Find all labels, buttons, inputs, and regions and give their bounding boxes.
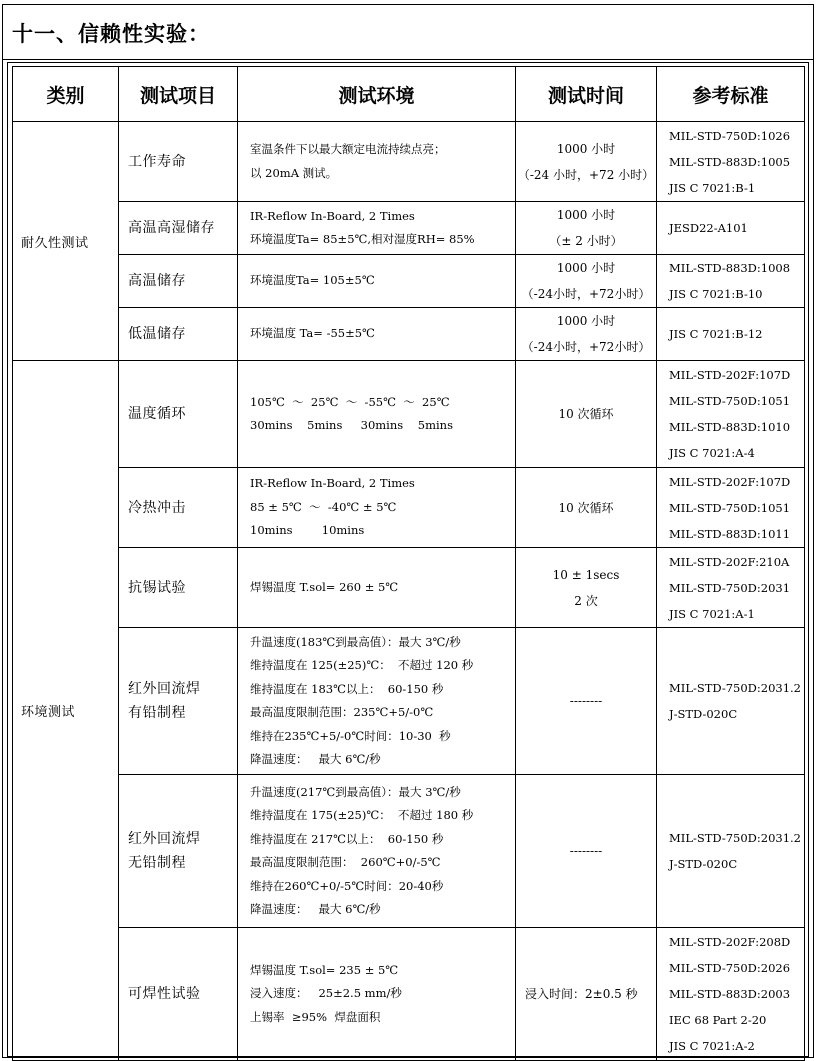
test-duration-cell-line: 浸入时间：2±0.5 秒: [525, 987, 638, 1001]
test-environment-cell-line: 浸入速度： 25±2.5 mm/秒: [250, 986, 402, 1001]
test-environment-cell-line: 降温速度： 最大 6℃/秒: [250, 752, 381, 766]
test-item-cell: [119, 202, 238, 255]
test-environment-cell: [238, 361, 516, 468]
test-item-cell-line: 高温高湿储存: [128, 220, 215, 236]
test-duration-cell: [516, 361, 657, 468]
test-item-cell-line: 高温储存: [128, 273, 186, 289]
test-duration-cell-line: （-24 小时，+72 小时）: [517, 167, 655, 182]
reference-standard-cell: [657, 928, 805, 1061]
test-duration-cell-line: 10 次循环: [558, 500, 614, 515]
test-item-cell: [119, 468, 238, 548]
test-environment-cell: [238, 202, 516, 255]
reference-standard-cell-line: MIL-STD-750D:2031.2: [669, 681, 801, 695]
reference-standard-cell-line: MIL-STD-883D:1010: [669, 420, 791, 434]
table-row: [13, 628, 805, 775]
reference-standard-cell-line: MIL-STD-202F:107D: [669, 474, 791, 489]
test-item-cell: [119, 255, 238, 308]
test-environment-cell: [238, 928, 516, 1061]
reference-standard-cell-line: IEC 68 Part 2-20: [669, 1013, 767, 1027]
test-environment-cell: [238, 308, 516, 361]
reference-standard-cell: [657, 202, 805, 255]
test-duration-cell-line: --------: [569, 694, 603, 708]
table-row: [13, 548, 805, 628]
test-environment-cell-line: 85 ± 5℃ ～ -40℃ ± 5℃: [250, 499, 397, 514]
test-duration-cell: [516, 468, 657, 548]
table-row: [13, 202, 805, 255]
header-row: [13, 67, 805, 122]
table-row: [13, 361, 805, 468]
test-environment-cell-line: IR-Reflow In-Board, 2 Times: [250, 476, 415, 491]
test-duration-cell: [516, 255, 657, 308]
test-environment-cell-line: 升温速度(217℃到最高值）：最大 3℃/秒: [250, 784, 461, 799]
reference-standard-cell-line: MIL-STD-883D:2003: [669, 987, 791, 1001]
reference-standard-cell-line: J-STD-020C: [669, 857, 738, 871]
table-row: [13, 122, 805, 202]
test-environment-cell-line: 最高温度限制范围： 260℃+0/-5℃: [250, 855, 441, 869]
test-environment-cell-line: 升温速度(183℃到最高值）：最大 3℃/秒: [250, 634, 461, 649]
test-duration-cell-line: 2 次: [574, 593, 598, 608]
test-environment-cell-line: 最高温度限制范围：235℃+5/-0℃: [250, 705, 434, 719]
test-duration-cell-line: 1000 小时: [556, 141, 616, 156]
test-duration-cell-line: 1000 小时: [556, 314, 616, 328]
test-duration-cell: [516, 628, 657, 775]
test-environment-cell: [238, 255, 516, 308]
test-item-cell: [119, 122, 238, 202]
test-duration-cell: [516, 308, 657, 361]
test-item-cell-line: 无铅制程: [128, 855, 186, 871]
test-environment-cell-line: 室温条件下以最大额定电流持续点亮；: [250, 142, 446, 156]
test-duration-cell: [516, 548, 657, 628]
test-item-cell-line: 抗锡试验: [128, 579, 186, 596]
test-duration-cell-line: 10 ± 1secs: [552, 567, 620, 582]
test-item-cell-line: 工作寿命: [128, 153, 186, 170]
test-environment-cell-line: 环境温度 Ta= -55±5℃: [250, 326, 375, 341]
reference-standard-cell-line: JESD22-A101: [669, 221, 748, 235]
test-duration-cell: [516, 202, 657, 255]
test-item-cell: [119, 775, 238, 928]
test-environment-cell: [238, 628, 516, 775]
test-duration-cell-line: 1000 小时: [556, 208, 616, 222]
test-duration-cell: [516, 775, 657, 928]
reference-standard-cell-line: JIS C 7021:A-1: [669, 606, 755, 621]
test-duration-cell-line: 10 次循环: [558, 407, 614, 421]
test-environment-cell-line: 上锡率 ≥95% 焊盘面积: [250, 1009, 381, 1024]
reference-standard-cell-line: MIL-STD-883D:1008: [669, 261, 791, 275]
test-duration-cell-line: （-24小时，+72小时）: [521, 287, 651, 301]
test-environment-cell: [238, 468, 516, 548]
test-item-cell: [119, 308, 238, 361]
test-duration-cell-line: 1000 小时: [556, 261, 616, 275]
header-test-duration: 测试时间: [516, 67, 657, 122]
test-item-cell-line: 红外回流焊: [128, 681, 201, 697]
section-heading: 十一、信赖性实验：: [12, 22, 210, 46]
table-row: [13, 928, 805, 1061]
test-item-cell-line: 红外回流焊: [128, 831, 201, 847]
test-environment-cell-line: IR-Reflow In-Board, 2 Times: [250, 208, 415, 223]
test-environment-cell-line: 环境温度Ta= 85±5℃,相对湿度RH= 85%: [250, 232, 475, 246]
test-duration-cell-line: --------: [569, 844, 603, 858]
test-item-cell: [119, 548, 238, 628]
reference-standard-cell-line: MIL-STD-750D:1051: [669, 394, 791, 408]
reference-standard-cell: [657, 775, 805, 928]
test-environment-cell-line: 105℃ ～ 25℃ ～ -55℃ ～ 25℃: [250, 394, 450, 409]
test-duration-cell-line: （-24小时，+72小时）: [521, 340, 651, 354]
test-environment-cell-line: 维持在235℃+5/-0℃时间：10-30 秒: [250, 728, 451, 743]
test-environment-cell-line: 维持在260℃+0/-5℃时间：20-40秒: [250, 878, 444, 893]
test-environment-cell-line: 以 20mA 测试。: [250, 165, 338, 180]
reference-standard-cell-line: JIS C 7021:B-12: [669, 327, 763, 341]
test-item-cell-line: 有铅制程: [128, 705, 186, 721]
reference-standard-cell-line: MIL-STD-202F:208D: [669, 935, 791, 949]
table-row: [13, 468, 805, 548]
test-duration-cell: [516, 928, 657, 1061]
reference-standard-cell: [657, 122, 805, 202]
header-test-environment: 测试环境: [238, 67, 516, 122]
test-environment-cell-line: 维持温度在 125(±25)℃： 不超过 120 秒: [250, 658, 474, 672]
table-row: [13, 775, 805, 928]
category-cell: 耐久性测试: [13, 122, 119, 361]
reference-standard-cell: [657, 548, 805, 628]
reference-standard-cell-line: MIL-STD-883D:1011: [669, 526, 791, 541]
header-test-item: 测试项目: [119, 67, 238, 122]
category-cell: 环境测试: [13, 361, 119, 1061]
reference-standard-cell: [657, 468, 805, 548]
reference-standard-cell-line: JIS C 7021:B-10: [669, 287, 763, 301]
test-item-cell-line: 可焊性试验: [128, 986, 201, 1002]
test-duration-cell-line: （± 2 小时）: [549, 234, 623, 248]
reference-standard-cell-line: MIL-STD-750D:2031.2: [669, 831, 801, 845]
test-environment-cell-line: 维持温度在 175(±25)℃： 不超过 180 秒: [250, 808, 474, 822]
test-environment-cell-line: 维持温度在 217℃以上： 60-150 秒: [250, 831, 444, 846]
test-environment-cell: [238, 775, 516, 928]
test-item-cell-line: 温度循环: [128, 406, 186, 422]
test-environment-cell-line: 环境温度Ta= 105±5℃: [250, 273, 375, 288]
test-duration-cell: [516, 122, 657, 202]
heading-divider: [2, 59, 814, 60]
reference-standard-cell-line: MIL-STD-883D:1005: [669, 154, 791, 169]
test-environment-cell-line: 降温速度： 最大 6℃/秒: [250, 902, 381, 916]
reference-standard-cell-line: J-STD-020C: [669, 707, 738, 721]
reference-standard-cell-line: MIL-STD-750D:1051: [669, 500, 791, 515]
reference-standard-cell: [657, 255, 805, 308]
test-environment-cell: [238, 548, 516, 628]
reference-standard-cell-line: JIS C 7021:A-4: [669, 446, 755, 460]
reference-standard-cell: [657, 628, 805, 775]
test-environment-cell-line: 10mins 10mins: [250, 523, 365, 538]
test-item-cell: [119, 628, 238, 775]
reference-standard-cell-line: MIL-STD-202F:210A: [669, 554, 790, 569]
test-environment-cell-line: 30mins 5mins 30mins 5mins: [250, 418, 453, 432]
header-reference-standard: 参考标准: [657, 67, 805, 122]
test-item-cell: [119, 361, 238, 468]
reference-standard-cell-line: MIL-STD-750D:2031: [669, 580, 791, 595]
reference-standard-cell-line: MIL-STD-750D:1026: [669, 128, 791, 143]
reliability-test-table: [12, 66, 805, 1061]
test-environment-cell-line: 焊锡温度 T.sol= 260 ± 5℃: [250, 579, 399, 594]
table-row: [13, 308, 805, 361]
reference-standard-cell-line: JIS C 7021:A-2: [669, 1039, 755, 1053]
test-item-cell-line: 冷热冲击: [128, 499, 186, 516]
reference-standard-cell-line: MIL-STD-202F:107D: [669, 368, 791, 382]
header-category: 类别: [13, 67, 119, 122]
test-environment-cell-line: 维持温度在 183℃以上： 60-150 秒: [250, 681, 444, 696]
test-environment-cell-line: 焊锡温度 T.sol= 235 ± 5℃: [250, 962, 399, 977]
test-item-cell-line: 低温储存: [128, 326, 186, 342]
test-environment-cell: [238, 122, 516, 202]
table-row: [13, 255, 805, 308]
reference-standard-cell-line: JIS C 7021:B-1: [669, 180, 756, 195]
reference-standard-cell: [657, 361, 805, 468]
test-item-cell: [119, 928, 238, 1061]
reference-standard-cell: [657, 308, 805, 361]
reference-standard-cell-line: MIL-STD-750D:2026: [669, 961, 791, 975]
